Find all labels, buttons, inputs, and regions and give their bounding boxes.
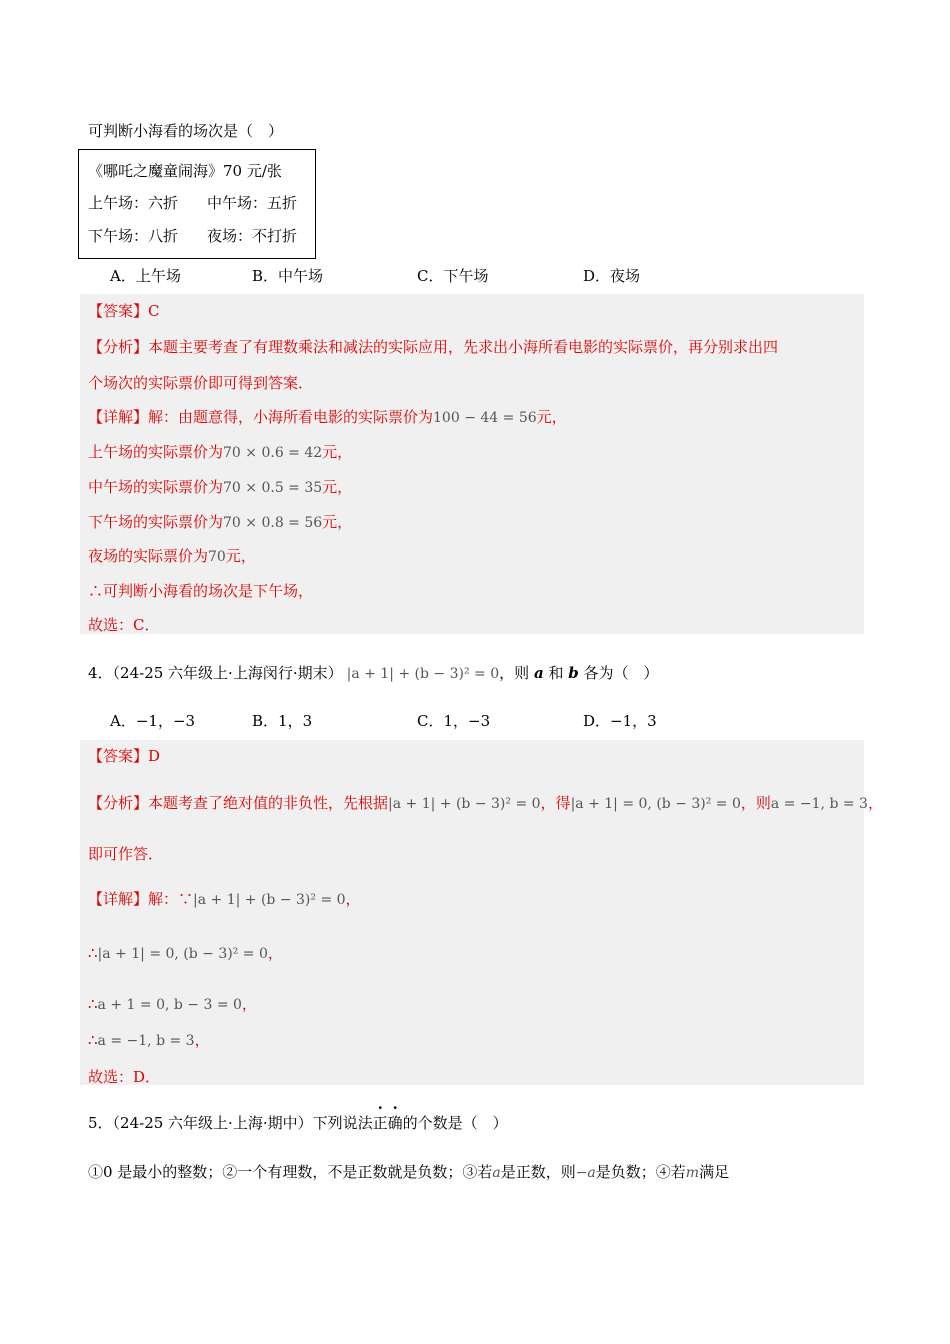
- q4-and: 和: [548, 664, 564, 682]
- q3-yuan: 元，: [536, 408, 567, 426]
- q3-conclusion: ∴可判断小海看的场次是下午场，: [88, 582, 314, 600]
- q3-night-prefix: 夜场的实际票价为: [88, 547, 209, 565]
- q4-step2: a + 1 = 0, b − 3 = 0: [97, 997, 242, 1013]
- q3-option-c: C．下午场: [417, 267, 489, 285]
- q5-var-neg-a: −a: [575, 1165, 596, 1181]
- q5-source: （24-25 六年级上·上海·期中）: [112, 1114, 313, 1132]
- q3-yuan: 元，: [322, 513, 353, 531]
- q4-var-b: b: [568, 664, 579, 682]
- q4-step1: |a + 1| = 0, (b − 3)² = 0: [97, 946, 268, 962]
- q3-noon-math: 70 × 0.5 = 35: [223, 480, 323, 496]
- q3-yuan: 元，: [322, 443, 353, 461]
- q5-number: 5．: [88, 1114, 113, 1132]
- q4-detail-prefix: 【详解】解：∵: [88, 890, 194, 908]
- q3-night-line: [88, 545, 256, 566]
- q5-var-m: m: [685, 1165, 700, 1181]
- q4-analysis-de: ，得: [540, 794, 571, 812]
- q4-comma: ，: [267, 944, 283, 962]
- q5-emphasis-char: 正: [372, 1114, 388, 1132]
- q4-number: 4．: [88, 664, 113, 682]
- therefore-icon: ∴: [88, 944, 98, 962]
- q3-choose: 故选：C．: [88, 616, 160, 634]
- q4-answer: 【答案】D: [88, 747, 161, 765]
- q5-line-c: 是负数；④若: [595, 1163, 686, 1181]
- q5-emphasis-char: 确: [387, 1114, 403, 1132]
- q5-line-d: 满足: [699, 1163, 730, 1181]
- q3-yuan: 元，: [322, 478, 353, 496]
- q4-detail-line: [88, 888, 361, 909]
- q3-afternoon-math: 70 × 0.8 = 56: [223, 515, 323, 531]
- q4-analysis-comma: ，: [867, 794, 883, 812]
- q3-detail-math: 100 − 44 = 56: [433, 410, 537, 426]
- q3-noon-prefix: 中午场的实际票价为: [88, 478, 224, 496]
- q3-option-d: D．夜场: [583, 267, 641, 285]
- q4-stem-end: 各为（ ）: [583, 664, 659, 682]
- q4-analysis-ze: ，则: [740, 794, 771, 812]
- q4-option-a: A．−1，−3: [110, 712, 196, 730]
- q3-table-cell: 夜场：不打折: [207, 227, 298, 245]
- q4-comma: ，: [241, 995, 257, 1013]
- therefore-icon: ∴: [88, 995, 98, 1013]
- q4-analysis-line1: [88, 792, 883, 813]
- q3-option-b: B．中午场: [252, 267, 324, 285]
- q4-step3-line: [88, 1029, 210, 1050]
- q3-answer: 【答案】C: [88, 302, 160, 320]
- q3-analysis-line1: 【分析】本题主要考查了有理数乘法和减法的实际应用，先求出小海所看电影的实际票价，再分别求出四: [88, 338, 779, 356]
- q5-var-a: a: [492, 1165, 501, 1181]
- q4-stem-mid: ，则: [499, 664, 530, 682]
- q3-option-a: A．上午场: [110, 267, 181, 285]
- q3-noon-line: [88, 476, 352, 497]
- q4-detail-eq1: |a + 1| + (b − 3)² = 0: [193, 892, 346, 908]
- q3-detail-prefix: 【详解】解：由题意得，小海所看电影的实际票价为: [88, 408, 434, 426]
- q3-analysis-line2: 个场次的实际票价即可得到答案．: [88, 374, 314, 392]
- q3-afternoon-prefix: 下午场的实际票价为: [88, 513, 224, 531]
- therefore-icon: ∴: [88, 1031, 98, 1049]
- q4-step3: a = −1, b = 3: [97, 1033, 195, 1049]
- q3-morning-line: [88, 441, 352, 462]
- q4-option-b: B．1，3: [252, 712, 313, 730]
- q3-night-math: 70: [208, 549, 226, 565]
- q3-morning-math: 70 × 0.6 = 42: [223, 445, 323, 461]
- q4-stem: [88, 662, 659, 683]
- q4-source: （24-25 六年级上·上海闵行·期末）: [112, 664, 343, 682]
- q4-analysis-prefix: 【分析】本题考查了绝对值的非负性，先根据: [88, 794, 389, 812]
- q3-table-cell: 下午场：八折: [88, 227, 179, 245]
- q4-step1-line: [88, 942, 283, 963]
- q4-choose: 故选：D．: [88, 1068, 161, 1086]
- q3-table-cell: 上午场：六折: [88, 194, 179, 212]
- q5-stem: [88, 1112, 508, 1133]
- q3-detail-line: [88, 406, 567, 427]
- q4-comma: ，: [194, 1031, 210, 1049]
- q4-option-c: C．1，−3: [417, 712, 491, 730]
- q4-analysis-line2: 即可作答．: [88, 845, 164, 863]
- q5-statements-line: [88, 1161, 729, 1182]
- q4-analysis-eq1: |a + 1| + (b − 3)² = 0: [388, 796, 541, 812]
- q4-analysis-eq2: |a + 1| = 0, (b − 3)² = 0: [570, 796, 741, 812]
- q4-equation: |a + 1| + (b − 3)² = 0: [346, 666, 500, 682]
- q3-afternoon-line: [88, 511, 352, 532]
- q4-step2-line: [88, 993, 257, 1014]
- q4-var-a: a: [533, 664, 544, 682]
- q3-stem-tail: 可判断小海看的场次是（ ）: [88, 122, 284, 140]
- q5-line-b: 是正数，则: [500, 1163, 576, 1181]
- q4-analysis-eq3: a = −1, b = 3: [770, 796, 868, 812]
- q3-morning-prefix: 上午场的实际票价为: [88, 443, 224, 461]
- q3-yuan: 元，: [225, 547, 256, 565]
- q5-stem-b: 的个数是（ ）: [402, 1114, 508, 1132]
- q5-stem-a: 下列说法: [312, 1114, 373, 1132]
- q4-comma: ，: [345, 890, 361, 908]
- q4-option-d: D．−1，3: [583, 712, 657, 730]
- q3-table-title: 《哪吒之魔童闹海》70 元/张: [88, 162, 282, 180]
- q3-table-cell: 中午场：五折: [207, 194, 298, 212]
- q5-line-a: ①0 是最小的整数；②一个有理数，不是正数就是负数；③若: [88, 1163, 493, 1181]
